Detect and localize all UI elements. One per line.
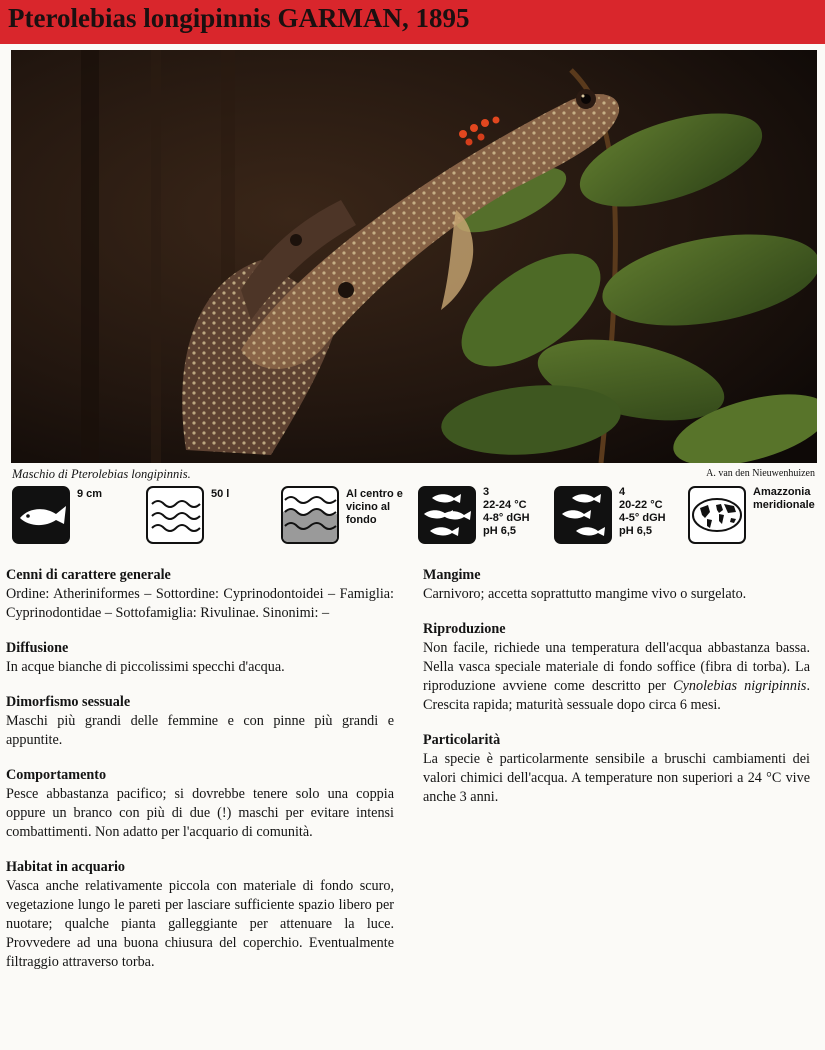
- section-text: [423, 639, 810, 715]
- fish-length-label: 9 cm: [77, 488, 103, 500]
- section-heading: Particolarità: [423, 732, 501, 748]
- section-comportamento: [6, 766, 394, 842]
- section-text: Pesce abbastanza pacifico; si dovrebbe tenere solo una coppia oppure un branco con più di due (!) maschi per evitare intensi combattimenti. Non adatto per l'acquario di comunità.: [6, 786, 394, 840]
- section-particolarita: [423, 731, 810, 807]
- breeding-label: 4 20-22 °C 4-5° dGH pH 6,5: [619, 486, 666, 537]
- section-text: Carnivoro; accetta soprattutto mangime vivo o surgelato.: [423, 586, 747, 602]
- title-bar: [0, 0, 825, 44]
- maintenance-fish-icon: [418, 486, 476, 544]
- swimming-zone-icon: [281, 486, 339, 544]
- swimming-zone-label: Al centro e vicino al fondo: [346, 488, 403, 526]
- section-heading: Riproduzione: [423, 621, 506, 637]
- breeding-fish-icon: [554, 486, 612, 544]
- section-text: Maschi più grandi delle femmine e con pinne più grandi e appuntite.: [6, 713, 394, 748]
- photo-caption: Maschio di Pterolebias longipinnis.: [12, 467, 191, 481]
- section-heading: Comportamento: [6, 767, 107, 783]
- section-text: Ordine: Atheriniformes – Sottordine: Cyprinodontoidei – Famiglia: Cyprinodontidae – Sottofamiglia: Rivulinae. Sinonimi: –: [6, 586, 394, 621]
- distribution-label: Amazzonia meridionale: [753, 486, 815, 511]
- section-heading: Cenni di carattere generale: [6, 567, 171, 583]
- section-riproduzione: [423, 620, 810, 715]
- fish-length-icon: [12, 486, 70, 544]
- page-title: Pterolebias longipinnis GARMAN, 1895: [8, 3, 470, 33]
- section-dimorfismo: [6, 693, 394, 750]
- section-heading: Mangime: [423, 567, 481, 583]
- section-text: Vasca anche relativamente piccola con materiale di fondo scuro, vegetazione lungo le pareti per lasciare sufficiente spazio libero per nuotare; qualche pianta galleggiante per attenuare la luce. Provvedere ad una buona chiusura del coperchio. Eventualmente filtraggio attraverso torba.: [6, 878, 394, 970]
- right-column: [423, 566, 810, 823]
- section-generale: [6, 566, 394, 623]
- aquarium-volume-icon: [146, 486, 204, 544]
- fish-photo: [11, 50, 817, 463]
- world-map-icon: [688, 486, 746, 544]
- left-column: [6, 566, 394, 988]
- fish-photo-illustration: [11, 50, 817, 463]
- section-heading: Dimorfismo sessuale: [6, 694, 131, 710]
- section-text: La specie è particolarmente sensibile a bruschi cambiamenti dei valori chimici dell'acqua. A temperature non superiori a 24 °C vive anche 3 anni.: [423, 751, 810, 805]
- section-text-before: Non facile, richiede una temperatura dell'acqua abbastanza bassa. Nella vasca speciale materiale di fondo soffice (fibra di torba). La riproduzione avviene come descritto per: [423, 640, 810, 694]
- species-name: Cynolebias nigripinnis: [673, 678, 807, 694]
- section-heading: Habitat in acquario: [6, 859, 126, 875]
- section-mangime: [423, 566, 810, 604]
- section-habitat: [6, 858, 394, 972]
- section-diffusione: [6, 639, 394, 677]
- aquarium-volume-label: 50 l: [211, 488, 230, 500]
- section-text: In acque bianche di piccolissimi specchi d'acqua.: [6, 659, 285, 675]
- section-text-after: . Crescita rapida; maturità sessuale dopo circa 6 mesi.: [423, 678, 810, 713]
- maintenance-label: 3 22-24 °C 4-8° dGH pH 6,5: [483, 486, 530, 537]
- section-heading: Diffusione: [6, 640, 69, 656]
- photo-credit: A. van den Nieuwenhuizen: [706, 468, 815, 479]
